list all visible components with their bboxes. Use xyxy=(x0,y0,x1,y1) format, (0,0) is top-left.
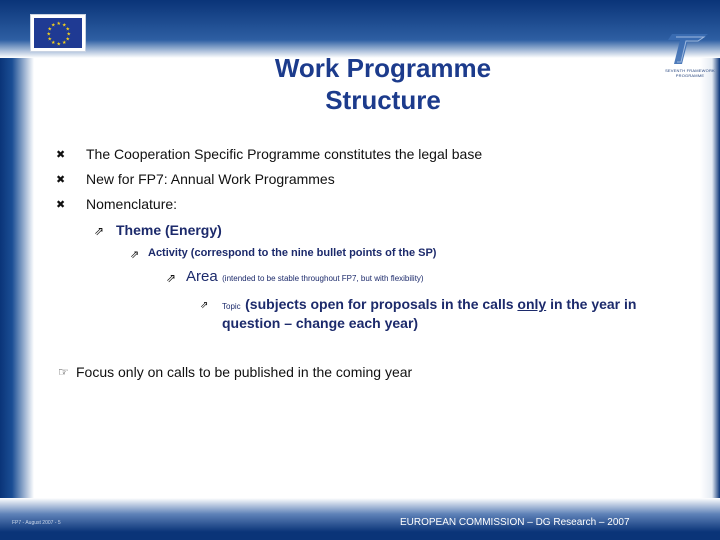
svg-text:★: ★ xyxy=(47,36,52,43)
svg-text:★: ★ xyxy=(46,31,51,38)
topic-desc-only: only xyxy=(517,296,547,312)
theme-item: Theme (Energy) xyxy=(116,222,222,238)
footer-left: FP7 - August 2007 - 5 xyxy=(12,520,61,526)
svg-text:★: ★ xyxy=(56,41,61,48)
bullet-item: The Cooperation Specific Programme constitutes the legal base xyxy=(86,146,483,162)
fp7-caption: SEVENTH FRAMEWORK PROGRAMME xyxy=(665,68,715,78)
topic-label: Topic xyxy=(222,302,241,311)
svg-text:★: ★ xyxy=(47,26,52,33)
area-label: Area xyxy=(186,268,218,285)
arrow-bullet-icon: ⇗ xyxy=(130,249,140,261)
svg-text:★: ★ xyxy=(66,31,71,38)
cross-bullet-icon: ✖ xyxy=(56,149,66,161)
fp7-logo xyxy=(660,32,720,98)
svg-text:★: ★ xyxy=(56,21,61,27)
bullet-item: Nomenclature: xyxy=(86,196,178,212)
topic-item xyxy=(222,296,636,314)
svg-text:★: ★ xyxy=(62,40,67,46)
focus-note: Focus only on calls to be published in the coming year xyxy=(76,364,413,380)
area-note: (intended to be stable throughout FP7, but with flexibility) xyxy=(222,274,424,283)
svg-text:★: ★ xyxy=(65,26,70,33)
bullet-item: New for FP7: Annual Work Programmes xyxy=(86,171,335,187)
top-band xyxy=(0,0,720,58)
cross-bullet-icon: ✖ xyxy=(56,174,66,186)
footer-right: EUROPEAN COMMISSION – DG Research – 2007 xyxy=(400,517,630,528)
activity-item: Activity (correspond to the nine bullet points of the SP) xyxy=(148,247,437,259)
eu-flag-logo xyxy=(30,14,86,52)
svg-text:★: ★ xyxy=(62,22,67,29)
arrow-bullet-icon: ⇗ xyxy=(166,271,177,285)
svg-text:★: ★ xyxy=(51,40,56,46)
svg-text:★: ★ xyxy=(65,36,70,43)
page-title xyxy=(200,52,566,116)
cross-bullet-icon: ✖ xyxy=(56,199,66,211)
arrow-bullet-icon: ⇗ xyxy=(200,300,209,311)
topic-desc-line-2: question – change each year) xyxy=(222,315,419,331)
topic-desc-prefix: (subjects open for proposals in the calls xyxy=(245,296,518,312)
pointing-hand-icon: ☞ xyxy=(58,365,69,379)
title-line-1: Work Programme xyxy=(274,53,492,83)
area-item xyxy=(186,268,424,286)
topic-desc-suffix: in the year in xyxy=(546,296,637,312)
svg-text:★: ★ xyxy=(51,22,56,29)
title-line-2: Structure xyxy=(325,85,441,115)
arrow-bullet-icon: ⇗ xyxy=(94,224,105,238)
